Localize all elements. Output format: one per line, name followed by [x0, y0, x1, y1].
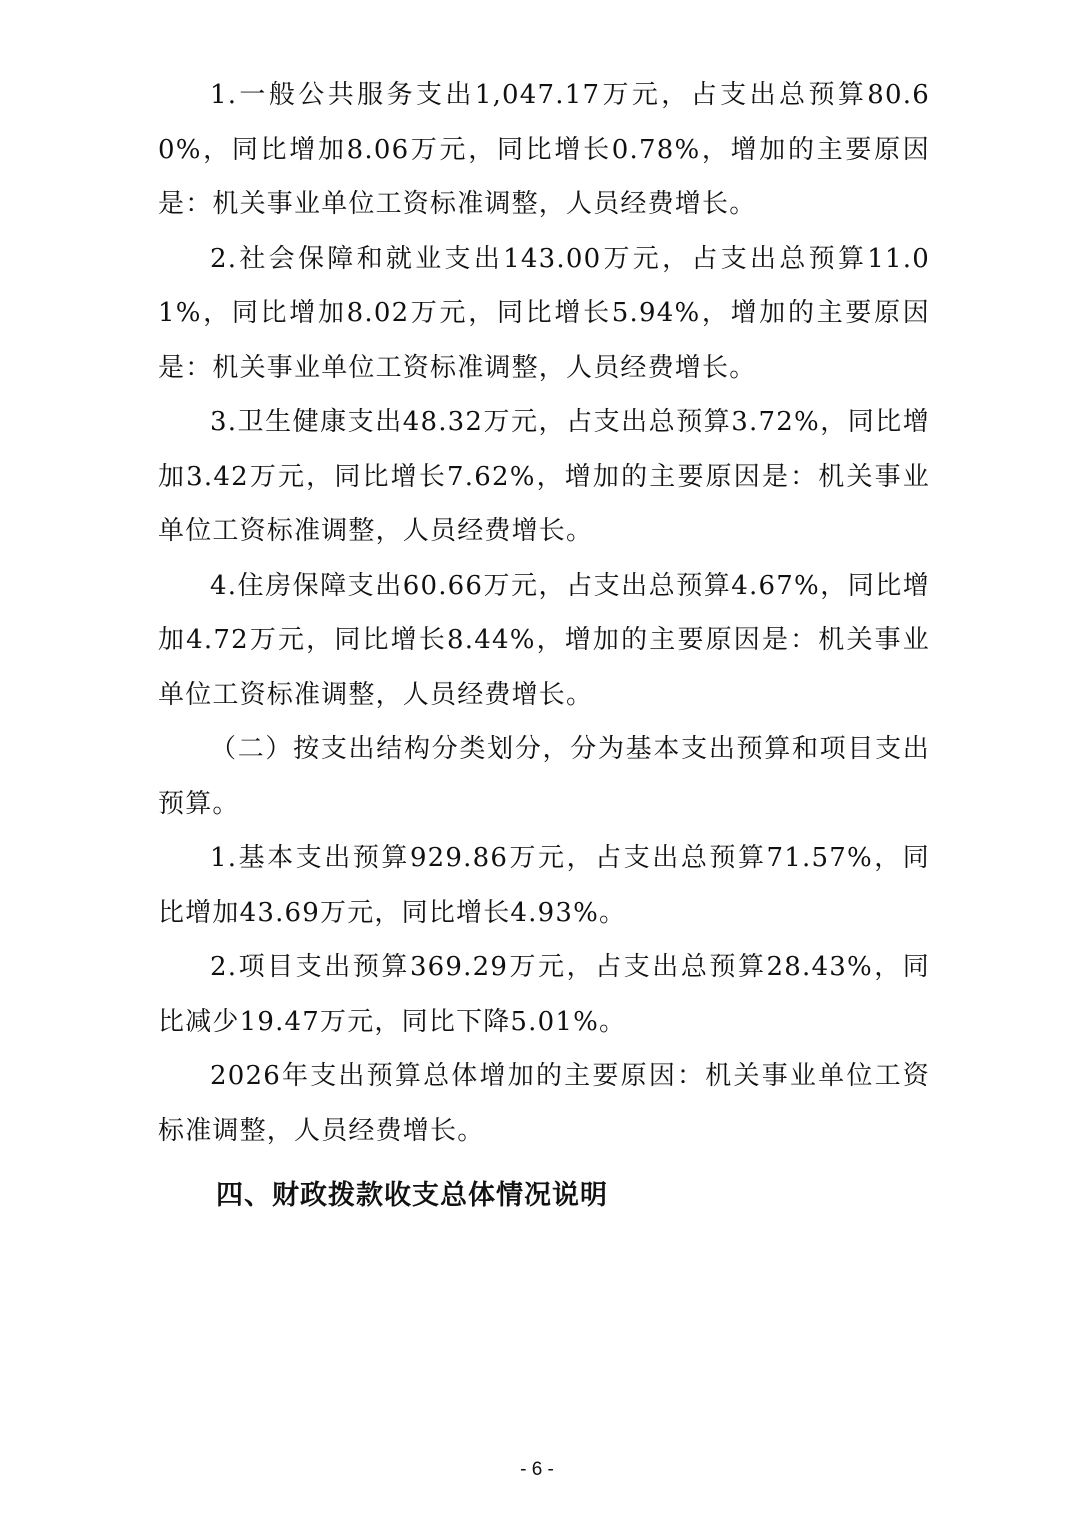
paragraph-health: 3.卫生健康支出48.32万元，占支出总预算3.72%，同比增加3.42万元，同比增长7.62%，增加的主要原因是：机关事业单位工资标准调整，人员经费增长。 — [158, 407, 930, 546]
paragraph-social-security: 2.社会保障和就业支出143.00万元，占支出总预算11.01%，同比增加8.02万元，同比增长5.94%，增加的主要原因是：机关事业单位工资标准调整，人员经费增长。 — [158, 243, 930, 383]
paragraph-housing: 4.住房保障支出60.66万元，占支出总预算4.67%，同比增加4.72万元，同比增长8.44%，增加的主要原因是：机关事业单位工资标准调整，人员经费增长。 — [158, 570, 930, 710]
paragraph-basic-expenditure: 1.基本支出预算929.86万元，占支出总预算71.57%，同比增加43.69万元，同比增长4.93%。 — [158, 843, 930, 928]
body-text — [158, 68, 930, 1158]
paragraph-structure-classification: （二）按支出结构分类划分，分为基本支出预算和项目支出预算。 — [158, 734, 930, 819]
section-heading: 四、财政拨款收支总体情况说明 — [216, 1180, 608, 1211]
paragraph-general-public-services: 1.一般公共服务支出1,047.17万元，占支出总预算80.60%，同比增加8.06万元，同比增长0.78%，增加的主要原因是：机关事业单位工资标准调整，人员经费增长。 — [158, 80, 930, 219]
paragraph-overall-reason: 2026年支出预算总体增加的主要原因：机关事业单位工资标准调整，人员经费增长。 — [158, 1061, 930, 1146]
page-number: - 6 - — [520, 1459, 554, 1480]
paragraph-project-expenditure: 2.项目支出预算369.29万元，占支出总预算28.43%，同比减少19.47万元，同比下降5.01%。 — [158, 952, 930, 1037]
